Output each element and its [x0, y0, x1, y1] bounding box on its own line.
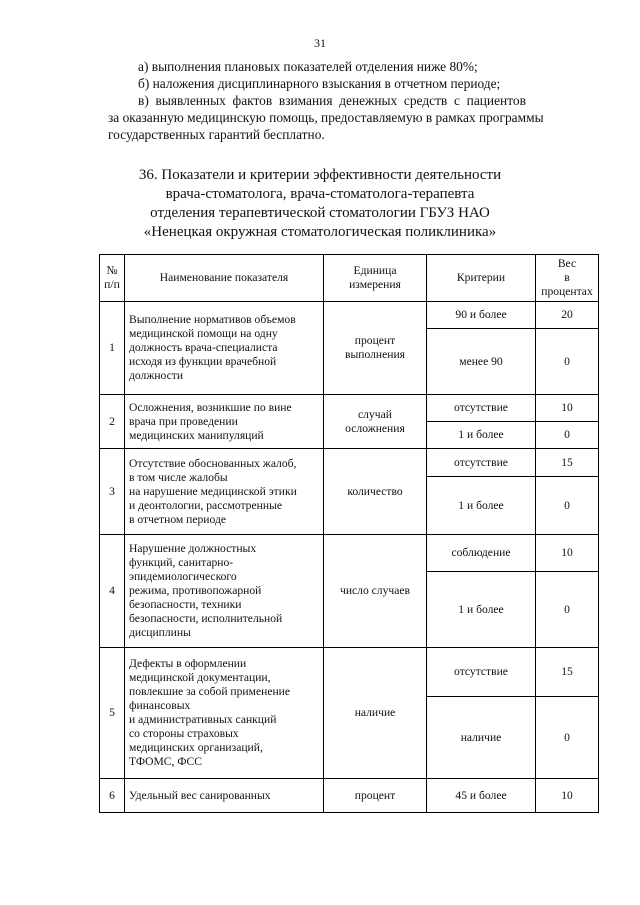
intro-word: взимания — [278, 93, 333, 108]
unit: процент — [324, 779, 427, 813]
weight: 0 — [536, 329, 599, 395]
weight: 10 — [536, 535, 599, 572]
criterion: соблюдение — [427, 535, 536, 572]
page-number: 31 — [314, 36, 326, 50]
criterion: 1 и более — [427, 422, 536, 449]
section-title — [0, 166, 640, 242]
intro-word: денежных — [339, 93, 398, 108]
weight: 15 — [536, 648, 599, 697]
title-line: 36. Показатели и критерии эффективности деятельности — [138, 167, 502, 183]
criterion: отсутствие — [427, 449, 536, 477]
table-row — [100, 535, 599, 572]
intro-line-c-2: за оказанную медицинскую помощь, предоставляемую в рамках программы — [108, 110, 544, 125]
title-line: отделения терапевтической стоматологии ГБУЗ НАО — [150, 205, 490, 221]
weight: 0 — [536, 697, 599, 779]
intro-line-c-3: государственных гарантий бесплатно. — [108, 127, 325, 142]
table-header-row — [100, 255, 599, 302]
criterion: 1 и более — [427, 477, 536, 535]
header-weight: Вес в процентах — [536, 255, 599, 302]
criterion: 1 и более — [427, 572, 536, 648]
indicator-name: Нарушение должностных функций, санитарно- эпидемиологического режима, противопожарной безопасности, техники безопасности, исполнительной дисциплины — [125, 535, 324, 648]
criterion: отсутствие — [427, 395, 536, 422]
criterion: наличие — [427, 697, 536, 779]
weight: 10 — [536, 395, 599, 422]
unit: наличие — [324, 648, 427, 779]
intro-word: средств — [403, 93, 448, 108]
unit: количество — [324, 449, 427, 535]
header-num: № п/п — [100, 255, 125, 302]
unit: число случаев — [324, 535, 427, 648]
weight: 20 — [536, 302, 599, 329]
row-number: 2 — [100, 395, 125, 449]
weight: 0 — [536, 572, 599, 648]
table-row — [100, 449, 599, 477]
row-number: 4 — [100, 535, 125, 648]
intro-paragraph — [108, 58, 544, 143]
criterion: менее 90 — [427, 329, 536, 395]
weight: 0 — [536, 422, 599, 449]
weight: 15 — [536, 449, 599, 477]
intro-line-a: а) выполнения плановых показателей отделения ниже 80%; — [138, 59, 478, 74]
intro-word: пациентов — [466, 93, 526, 108]
intro-word: выявленных — [155, 93, 226, 108]
row-number: 5 — [100, 648, 125, 779]
table-row — [100, 648, 599, 697]
title-line: «Ненецкая окружная стоматологическая поликлиника» — [143, 224, 497, 240]
unit: процент выполнения — [324, 302, 427, 395]
unit: случай осложнения — [324, 395, 427, 449]
kpi-table — [99, 254, 599, 813]
criterion: 45 и более — [427, 779, 536, 813]
title-line: врача-стоматолога, врача-стоматолога-терапевта — [165, 186, 475, 202]
indicator-name: Осложнения, возникшие по вине врача при проведении медицинских манипуляций — [125, 395, 324, 449]
intro-line-c — [108, 92, 526, 109]
header-name: Наименование показателя — [125, 255, 324, 302]
header-unit: Единица измерения — [324, 255, 427, 302]
header-criteria: Критерии — [427, 255, 536, 302]
criterion: отсутствие — [427, 648, 536, 697]
weight: 10 — [536, 779, 599, 813]
intro-word: фактов — [232, 93, 273, 108]
intro-word: в) — [138, 93, 149, 108]
indicator-name: Удельный вес санированных — [125, 779, 324, 813]
table-row — [100, 779, 599, 813]
intro-line-b: б) наложения дисциплинарного взыскания в отчетном периоде; — [138, 76, 501, 91]
table-row — [100, 395, 599, 422]
row-number: 1 — [100, 302, 125, 395]
weight: 0 — [536, 477, 599, 535]
table-row — [100, 302, 599, 329]
intro-word: с — [453, 93, 460, 108]
row-number: 6 — [100, 779, 125, 813]
criterion: 90 и более — [427, 302, 536, 329]
row-number: 3 — [100, 449, 125, 535]
indicator-name: Отсутствие обоснованных жалоб, в том числе жалобы на нарушение медицинской этики и деонтологии, рассмотренные в отчетном периоде — [125, 449, 324, 535]
indicator-name: Дефекты в оформлении медицинской документации, повлекшие за собой применение финансовых и административных санкций со стороны страховых медицинских организаций, ТФОМС, ФСС — [125, 648, 324, 779]
indicator-name: Выполнение нормативов объемов медицинской помощи на одну должность врача-специалиста исходя из функции врачебной должности — [125, 302, 324, 395]
